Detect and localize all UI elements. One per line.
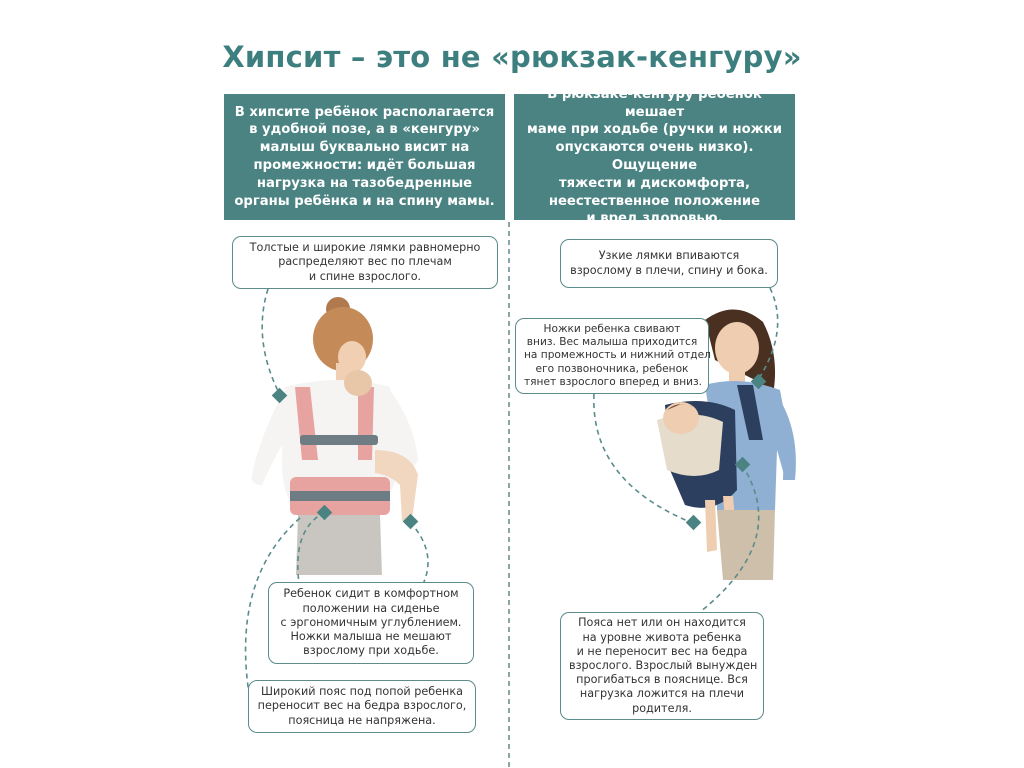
marker-dot: [317, 505, 333, 521]
callout-line: положении на сиденье: [302, 601, 440, 615]
callout-comfortable-seat: [268, 582, 474, 664]
marker-dot: [751, 374, 767, 390]
callout-line: распределяют вес по плечам: [278, 255, 452, 269]
callout-line: Узкие лямки впиваются: [598, 249, 740, 263]
callout-line: нагрузка ложится на плечи: [579, 687, 745, 701]
callout-line: и спине взрослого.: [308, 269, 422, 283]
marker-dot: [735, 457, 751, 473]
panel-line: промежности: идёт большая: [253, 158, 476, 173]
panel-line: и вред здоровью.: [586, 211, 723, 227]
callout-line: и не переносит вес на бедра: [576, 644, 748, 658]
connector-seat-belt: [298, 512, 325, 590]
panel-line: маме при ходьбе (ручки и ножки: [527, 122, 782, 138]
callout-line: переносит вес на бедра взрослого,: [257, 699, 467, 713]
callout-line: Широкий пояс под попой ребенка: [261, 685, 463, 699]
callout-line: Ребенок сидит в комфортном: [283, 587, 459, 601]
connector-legs-down: [594, 394, 690, 522]
marker-dot: [272, 388, 288, 404]
panel-line: малыш буквально висит на: [259, 140, 470, 156]
panel-line: В хипсите ребёнок располагается: [234, 104, 495, 120]
callout-narrow-straps: [560, 239, 778, 288]
marker-dot: [686, 515, 702, 531]
callout-no-belt: [560, 612, 764, 720]
panel-line: органы ребёнка и на спину мамы.: [234, 193, 495, 209]
callout-line: взрослому при ходьбе.: [303, 644, 439, 658]
connector-seat: [410, 522, 428, 590]
callout-legs-down: [515, 318, 709, 394]
callout-wide-belt: [248, 680, 476, 733]
callout-line: его позвоночника, ребенок: [535, 362, 689, 375]
panel-line: неестественное положение: [548, 193, 761, 209]
connector-no-belt: [700, 465, 759, 612]
callout-line: с эргономичным углублением.: [280, 615, 462, 629]
callout-line: Толстые и широкие лямки равномерно: [249, 241, 481, 255]
connector-straps-wide: [262, 289, 280, 395]
panel-line: тяжести и дискомфорта,: [559, 175, 750, 191]
panel-line: в удобной позе, а в «кенгуру»: [249, 122, 480, 138]
connector-straps-narrow: [758, 288, 778, 380]
callout-line: взрослого. Взрослый вынужден: [569, 658, 758, 672]
panel-line: нагрузка на тазобедренные: [256, 175, 473, 191]
callout-line: поясница не напряжена.: [288, 713, 436, 727]
callout-line: на промежность и нижний отдел: [524, 349, 711, 362]
callout-line: на уровне живота ребенка: [582, 630, 742, 644]
callout-line: Ножки малыша не мешают: [290, 630, 452, 644]
callout-line: вниз. Вес малыша приходится: [526, 336, 698, 349]
marker-dot: [403, 514, 419, 530]
callout-line: Пояса нет или он находится: [578, 616, 746, 630]
callout-wide-straps: [232, 236, 498, 289]
callout-line: взрослому в плечи, спину и бока.: [570, 263, 768, 277]
panel-line: В рюкзаке-кенгуру ребенок мешает: [547, 86, 762, 120]
panel-line: опускаются очень низко). Ощущение: [555, 140, 754, 173]
callout-line: тянет взрослого вперед и вниз.: [524, 375, 703, 388]
callout-line: Ножки ребенка свивают: [543, 323, 681, 335]
page-title: Хипсит – это не «рюкзак-кенгуру»: [222, 40, 802, 74]
callout-line: родителя.: [632, 701, 692, 715]
callout-line: прогибаться в пояснице. Вся: [576, 673, 748, 687]
